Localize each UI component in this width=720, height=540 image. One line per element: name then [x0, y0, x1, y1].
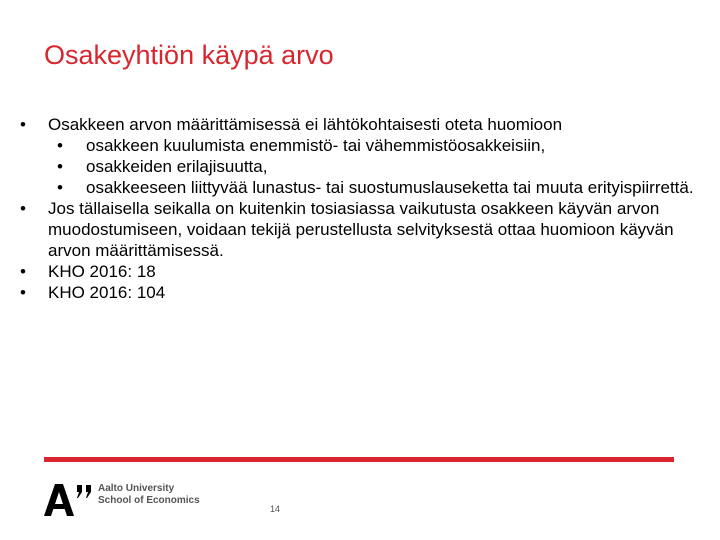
- bullet-text: Osakkeen arvon määrittämisessä ei lähtökohtaisesti oteta huomioon: [48, 115, 563, 134]
- bullet-text: Jos tällaisella seikalla on kuitenkin tosiasiassa vaikutusta osakkeen käyvän arvon muodostumiseen, voidaan tekijä perustellusta selvityksestä ottaa huomioon käyvän arvon määrittämisessä.: [48, 199, 674, 260]
- sub-bullet-item: [20, 135, 700, 156]
- slide-title: Osakeyhtiön käypä arvo: [44, 40, 334, 70]
- bullet-item: [20, 114, 700, 135]
- bullet-text: KHO 2016: 104: [48, 283, 166, 302]
- slide-content: [20, 114, 700, 303]
- sub-bullet-list: [20, 135, 700, 198]
- sub-bullet-item: [20, 177, 700, 198]
- bullet-item: [20, 282, 700, 303]
- logo-text: [98, 483, 200, 507]
- page-number: 14: [270, 504, 281, 514]
- aalto-logo: [44, 482, 244, 518]
- logo-line-university: Aalto University: [98, 483, 175, 494]
- aalto-logo-icon: [44, 482, 96, 518]
- sub-bullet-item: [20, 156, 700, 177]
- bullet-item: [20, 198, 700, 261]
- footer-divider: [44, 457, 674, 462]
- logo-line-school: School of Economics: [98, 495, 200, 506]
- sub-bullet-text: osakkeeseen liittyvää lunastus- tai suostumuslauseketta tai muuta erityispiirrettä.: [86, 178, 694, 197]
- sub-bullet-text: osakkeen kuulumista enemmistö- tai vähemmistöosakkeisiin,: [86, 136, 546, 155]
- bullet-item: [20, 261, 700, 282]
- sub-bullet-text: osakkeiden erilajisuutta,: [86, 157, 268, 176]
- bullet-text: KHO 2016: 18: [48, 262, 156, 281]
